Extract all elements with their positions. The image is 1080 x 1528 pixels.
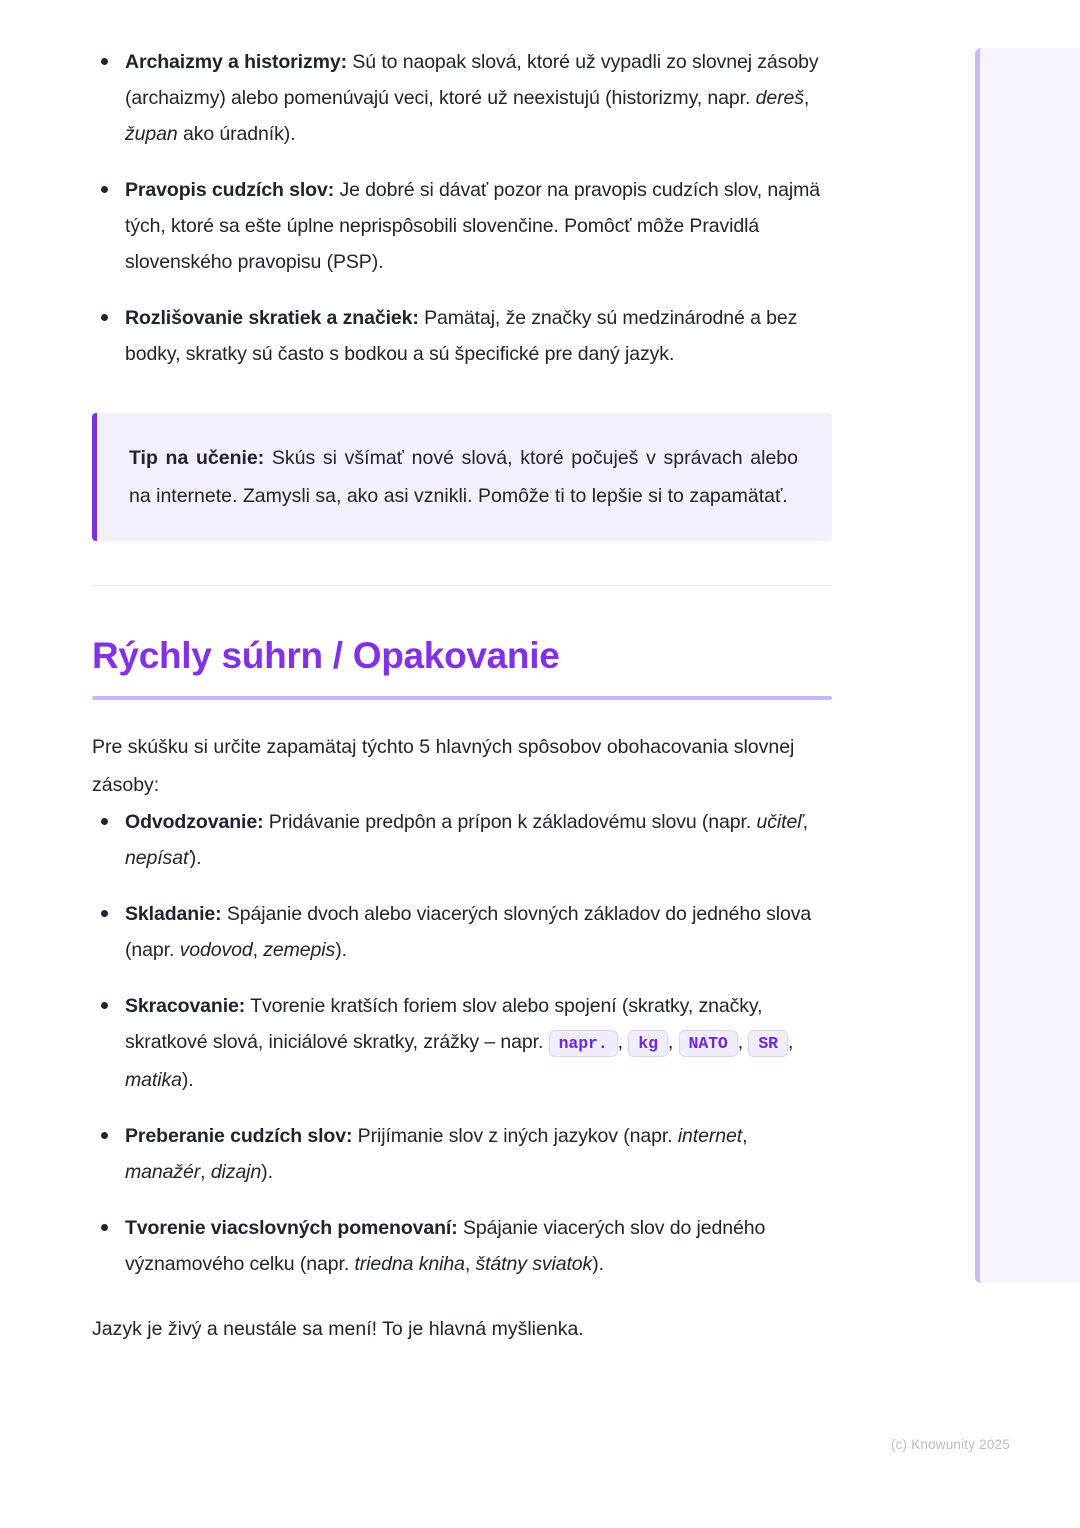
- tip-callout: [92, 413, 832, 541]
- bullet-marker-icon: [101, 186, 108, 193]
- tip-callout-text: [129, 439, 798, 515]
- list-item-italic: vodovod: [179, 939, 253, 961]
- list-item-text: ).: [592, 1253, 604, 1275]
- list-item-text: Tvorenie kratších foriem slov alebo spojení (skratky, značky, skratkové slová, iniciálové skratky, zrážky – napr.: [125, 995, 763, 1053]
- list-item-text: ).: [181, 1069, 194, 1091]
- code-chip-kg: kg: [628, 1030, 668, 1057]
- list-item: [92, 44, 832, 152]
- list-item-italic: župan: [125, 123, 178, 145]
- list-item-italic: zemepis: [263, 939, 336, 961]
- list-item-text: ,: [617, 1031, 629, 1053]
- bullet-marker-icon: [101, 1002, 108, 1009]
- list-item-text: ,: [787, 1031, 794, 1053]
- list-item: [92, 804, 832, 876]
- tip-callout-body: Skús si všímať nové slová, ktoré počuješ v správach alebo na internete. Zamysli sa, ako asi vznikli. Pomôže ti to lepšie si to zapamätať.: [129, 447, 799, 507]
- list-item-italic: dereš: [755, 87, 804, 109]
- list-item-text: ,: [464, 1253, 476, 1275]
- bullet-marker-icon: [101, 1224, 108, 1231]
- list-item-text: ).: [335, 939, 347, 961]
- code-chip-sr: SR: [748, 1030, 788, 1057]
- list-item-text: Pamätaj, že značky sú medzinárodné a bez bodky, skratky sú často s bodkou a sú špecifické pre daný jazyk.: [125, 307, 798, 365]
- list-item-text: Sú to naopak slová, ktoré už vypadli zo slovnej zásoby (archaizmy) alebo pomenúvajú veci, ktoré už neexistujú (historizmy, napr.: [125, 51, 819, 109]
- bullet-marker-icon: [101, 910, 108, 917]
- list-item-lead: Skracovanie:: [125, 995, 246, 1017]
- list-item-text: ,: [252, 939, 264, 961]
- document-content: [92, 44, 832, 1348]
- section-divider: [92, 585, 832, 586]
- list-item-text: Prijímanie slov z iných jazykov (napr.: [352, 1125, 678, 1147]
- list-item-italic: nepísať: [125, 847, 190, 869]
- tip-callout-lead: Tip na učenie:: [129, 447, 265, 469]
- list-item: [92, 172, 832, 280]
- list-item: [92, 896, 832, 968]
- list-item: [92, 988, 832, 1098]
- list-item: [92, 1210, 832, 1282]
- list-item-italic: triedna kniha: [354, 1253, 465, 1275]
- top-bullet-list: [92, 44, 832, 372]
- list-item-lead: Rozlišovanie skratiek a značiek:: [125, 307, 419, 329]
- list-item-text: ,: [667, 1031, 679, 1053]
- section-intro-paragraph: Pre skúšku si určite zapamätaj týchto 5 hlavných spôsobov obohacovania slovnej zásoby:: [92, 736, 795, 796]
- title-underline-rule: [92, 696, 832, 700]
- list-item-text: Spájanie dvoch alebo viacerých slovných základov do jedného slova (napr.: [125, 903, 812, 961]
- bullet-marker-icon: [101, 1132, 108, 1139]
- list-item-text: ).: [261, 1161, 273, 1183]
- bullet-marker-icon: [101, 58, 108, 65]
- list-item-text: ako úradník).: [177, 123, 296, 145]
- list-item-italic: dizajn: [210, 1161, 262, 1183]
- list-item-italic: manažér: [125, 1161, 201, 1183]
- bullet-marker-icon: [101, 314, 108, 321]
- footer-copyright: (c) Knowunity 2025: [890, 1437, 1010, 1452]
- list-item-lead: Pravopis cudzích slov:: [125, 179, 335, 201]
- list-item-italic: internet: [677, 1125, 743, 1147]
- code-chip-napr: napr.: [549, 1030, 618, 1057]
- list-item-lead: Skladanie:: [125, 903, 222, 925]
- bullet-marker-icon: [101, 818, 108, 825]
- list-item-text: ,: [802, 811, 808, 833]
- right-edge-callout-strip: [975, 48, 1080, 1283]
- list-item-text: Je dobré si dávať pozor na pravopis cudzích slov, najmä tých, ktoré sa ešte úplne neprispôsobili slovenčine. Pomôcť môže Pravidlá slovenského pravopisu (PSP).: [125, 179, 820, 273]
- list-item-italic: učiteľ: [756, 811, 803, 833]
- list-item: [92, 1118, 832, 1190]
- page-title: Rýchly súhrn / Opakovanie: [92, 635, 560, 676]
- list-item-lead: Preberanie cudzích slov:: [125, 1125, 353, 1147]
- closing-paragraph: Jazyk je živý a neustále sa mení! To je hlavná myšlienka.: [92, 1318, 584, 1340]
- list-item-text: Pridávanie predpôn a prípon k základovému slovu (napr.: [263, 811, 757, 833]
- summary-bullet-list: [92, 804, 832, 1282]
- list-item-lead: Archaizmy a historizmy:: [125, 51, 348, 73]
- list-item-lead: Odvodzovanie:: [125, 811, 264, 833]
- list-item-lead: Tvorenie viacslovných pomenovaní:: [125, 1217, 458, 1239]
- list-item: [92, 300, 832, 372]
- list-item-text: ,: [742, 1125, 748, 1147]
- list-item-italic: štátny sviatok: [475, 1253, 593, 1275]
- list-item-text: ,: [200, 1161, 211, 1183]
- list-item-text: Spájanie viacerých slov do jedného významového celku (napr.: [125, 1217, 766, 1275]
- list-item-text: ).: [189, 847, 202, 869]
- list-item-italic: matika: [125, 1069, 182, 1091]
- code-chip-nato: NATO: [679, 1030, 738, 1057]
- list-item-text: ,: [803, 87, 810, 109]
- list-item-text: ,: [737, 1031, 749, 1053]
